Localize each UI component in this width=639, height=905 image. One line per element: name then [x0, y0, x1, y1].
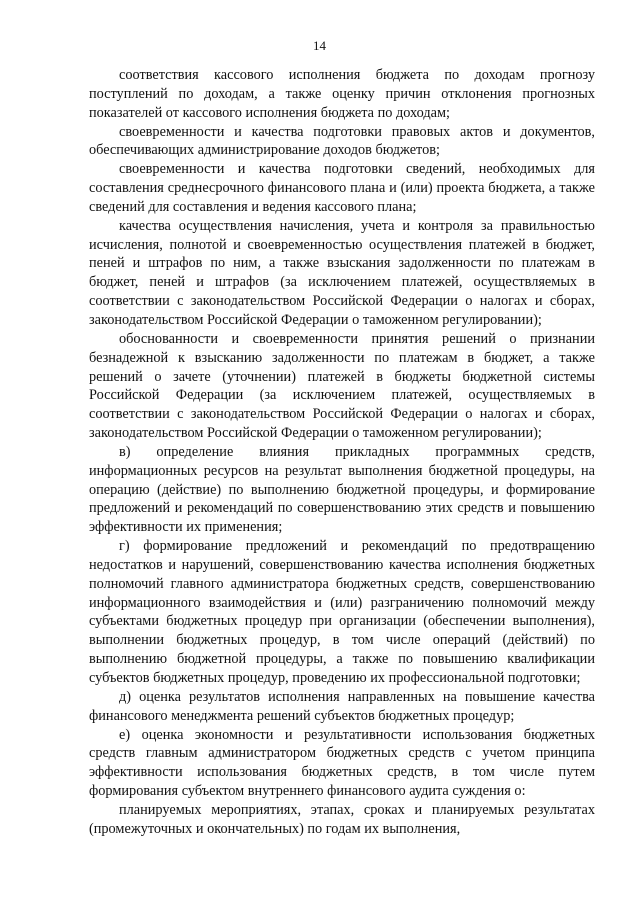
- paragraph: обоснованности и своевременности принятия решений о признании безнадежной к взысканию задолженности по платежам в бюджет, а также решений о зачете (уточнении) платежей в бюджеты бюджетной системы Российской Федерации (за исключением платежей, осуществляемых в соответствии с законодательством Российской Федерации о налогах и сборах, законодательством Российской Федерации о таможенном регулировании);: [89, 330, 595, 442]
- document-body: [89, 66, 595, 839]
- paragraph: качества осуществления начисления, учета и контроля за правильностью исчисления, полнотой и своевременностью осуществления платежей в бюджет, пеней и штрафов по ним, а также взыскания задолженности по платежам в бюджет, пеней и штрафов (за исключением платежей, осуществляемых в соответствии с законодательством Российской Федерации о налогах и сборах, законодательством Российской Федерации о таможенном регулировании);: [89, 217, 595, 328]
- paragraph: г) формирование предложений и рекомендаций по предотвращению недостатков и нарушений, совершенствованию качества исполнения бюджетных полномочий главного администратора бюджетных средств, совершенствованию информационного взаимодействия и (или) разграничению полномочий между субъектами бюджетных процедур при организации (обеспечении выполнения), выполнении бюджетных процедур, в том числе операций (действий) по выполнению бюджетной процедуры, а также по повышению квалификации субъектов бюджетных процедур, проведению их профессиональной подготовки;: [89, 538, 595, 686]
- paragraph: своевременности и качества подготовки сведений, необходимых для составления среднесрочного финансового плана и (или) проекта бюджета, а также сведений для составления и ведения кассового плана;: [89, 161, 595, 215]
- paragraph: в) определение влияния прикладных программных средств, информационных ресурсов на результат выполнения бюджетной процедуры, на операцию (действие) по выполнению бюджетной процедуры, и формирование предложений и рекомендаций по совершенствованию этих средств и повышению эффективности их применения;: [89, 443, 595, 536]
- paragraph: е) оценка экономности и результативности использования бюджетных средств главным администратором бюджетных средств с учетом принципа эффективности использования бюджетных средств, в том числе путем формирования субъектом внутреннего финансового аудита суждения о:: [89, 726, 595, 800]
- paragraph: планируемых мероприятиях, этапах, сроках и планируемых результатах (промежуточных и окончательных) по годам их выполнения,: [89, 801, 595, 837]
- paragraph: д) оценка результатов исполнения направленных на повышение качества финансового менеджмента решений субъектов бюджетных процедур;: [89, 688, 595, 724]
- paragraph: соответствия кассового исполнения бюджета по доходам прогнозу поступлений по доходам, а также оценку причин отклонения прогнозных показателей от кассового исполнения бюджета по доходам;: [89, 67, 595, 121]
- paragraph: своевременности и качества подготовки правовых актов и документов, обеспечивающих администрирование доходов бюджетов;: [89, 123, 595, 159]
- page-number: 14: [313, 38, 326, 53]
